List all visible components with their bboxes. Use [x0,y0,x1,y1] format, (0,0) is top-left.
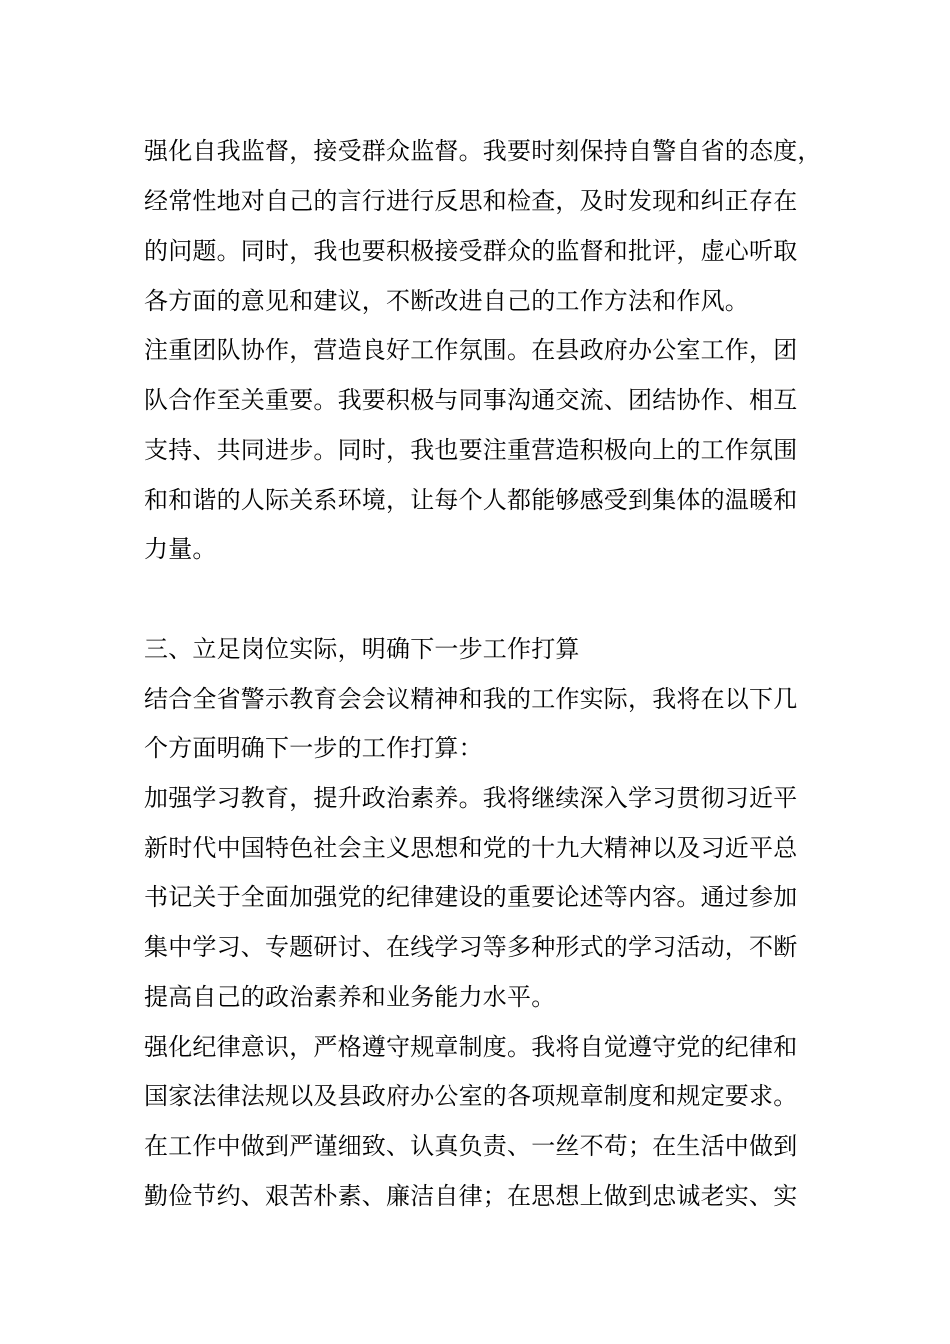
text-line: 支持、共同进步。同时，我也要注重营造积极向上的工作氛围 [144,436,798,464]
text-line: 强化自我监督，接受群众监督。我要时刻保持自警自省的态度， [144,137,822,165]
text-line: 强化纪律意识，严格遵守规章制度。我将自觉遵守党的纪律和 [144,1033,798,1061]
text-line: 在工作中做到严谨细致、认真负责、一丝不苟；在生活中做到 [144,1132,798,1160]
text-line: 书记关于全面加强党的纪律建设的重要论述等内容。通过参加 [144,883,798,911]
text-line: 各方面的意见和建议，不断改进自己的工作方法和作风。 [144,287,749,315]
text-line: 勤俭节约、艰苦朴素、廉洁自律；在思想上做到忠诚老实、实 [144,1182,798,1210]
text-line: 国家法律法规以及县政府办公室的各项规章制度和规定要求。 [144,1082,798,1110]
text-line: 提高自己的政治素养和业务能力水平。 [144,983,556,1011]
text-line: 力量。 [144,535,217,563]
text-line: 结合全省警示教育会会议精神和我的工作实际，我将在以下几 [144,685,798,713]
text-line: 注重团队协作，营造良好工作氛围。在县政府办公室工作，团 [144,336,798,364]
text-line: 集中学习、专题研讨、在线学习等多种形式的学习活动，不断 [144,933,798,961]
section-heading: 三、立足岗位实际，明确下一步工作打算 [144,635,580,663]
text-line: 经常性地对自己的言行进行反思和检查，及时发现和纠正存在 [144,187,798,215]
text-line: 加强学习教育，提升政治素养。我将继续深入学习贯彻习近平 [144,784,798,812]
text-line: 队合作至关重要。我要积极与同事沟通交流、团结协作、相互 [144,386,798,414]
text-line: 新时代中国特色社会主义思想和党的十九大精神以及习近平总 [144,834,798,862]
text-line: 个方面明确下一步的工作打算： [144,734,483,762]
text-line: 和和谐的人际关系环境，让每个人都能够感受到集体的温暖和 [144,486,798,514]
text-line: 的问题。同时，我也要积极接受群众的监督和批评，虚心听取 [144,237,798,265]
